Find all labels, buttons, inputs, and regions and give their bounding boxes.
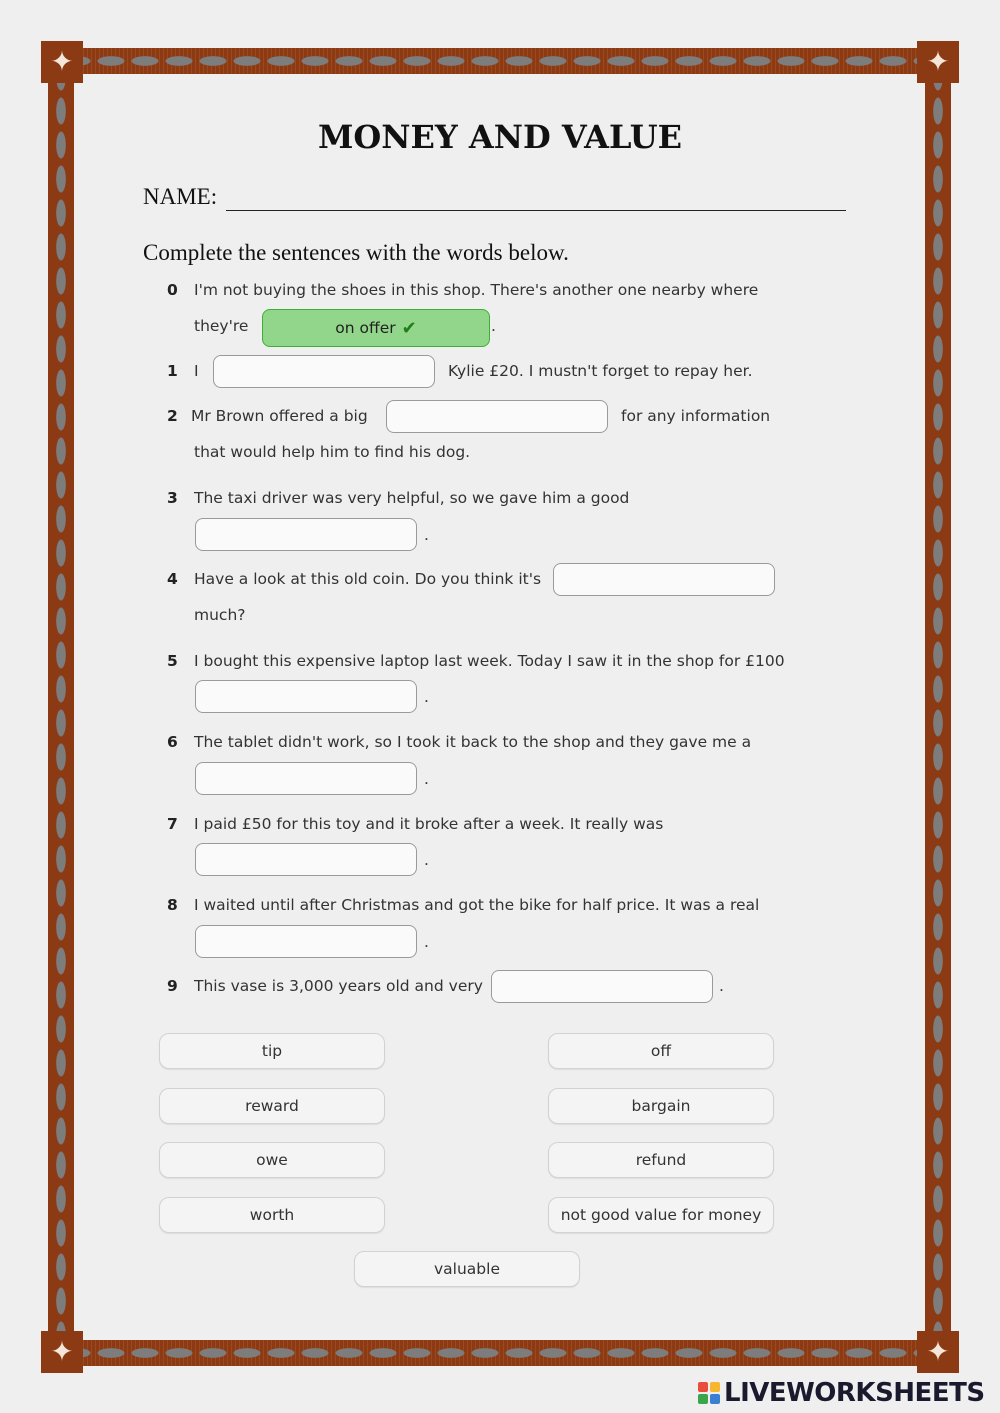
question-text: This vase is 3,000 years old and very [194,977,483,995]
question-number: 2 [167,407,178,425]
answer-box-7[interactable] [195,843,417,876]
question-text: I waited until after Christmas and got the bike for half price. It was a real [194,896,760,914]
frame-left [48,60,74,1352]
answer-text: on offer [335,319,396,337]
answer-box-5[interactable] [195,680,417,713]
word-chip-owe[interactable]: owe [159,1142,385,1178]
question-text: Kylie £20. I mustn't forget to repay her. [448,362,753,380]
answer-box-3[interactable] [195,518,417,551]
answer-box-0[interactable] [262,309,490,347]
word-chip-valuable[interactable]: valuable [354,1251,580,1287]
frame-right [925,60,951,1352]
frame-corner-ornament-icon [41,1331,83,1373]
name-label: NAME: [143,184,218,209]
question-text: The tablet didn't work, so I took it back to the shop and they gave me a [194,733,752,751]
instruction: Complete the sentences with the words below. [143,240,569,265]
word-chip-off[interactable]: off [548,1033,774,1069]
question-text: . [424,770,429,788]
question-text: . [719,977,724,995]
frame-corner-ornament-icon [917,1331,959,1373]
question-text: . [424,688,429,706]
checkmark-icon: ✔ [401,317,417,339]
question-text: . [424,933,429,951]
frame-corner-ornament-icon [917,41,959,83]
question-number: 1 [167,362,178,380]
answer-box-4[interactable] [553,563,775,596]
question-text: I'm not buying the shoes in this shop. There's another one nearby where [194,281,759,299]
question-text: I bought this expensive laptop last week. Today I saw it in the shop for £100 [194,652,785,670]
brand-logo-icon [698,1382,720,1404]
word-chip-worth[interactable]: worth [159,1197,385,1233]
question-number: 4 [167,570,178,588]
liveworksheets-logo[interactable] [698,1378,985,1408]
question-text: for any information [621,407,771,425]
brand-name: LIVEWORKSHEETS [724,1378,985,1408]
page-title: MONEY AND VALUE [317,118,683,156]
question-text: much? [194,606,246,624]
answer-box-2[interactable] [386,400,608,433]
question-text: Mr Brown offered a big [191,407,368,425]
frame-top [60,48,940,74]
question-number: 7 [167,815,178,833]
question-number: 0 [167,281,178,299]
name-line [226,210,846,211]
question-text: . [424,851,429,869]
question-text: . [491,317,496,335]
question-text: Have a look at this old coin. Do you think it's [194,570,542,588]
word-chip-not-good-value[interactable]: not good value for money [548,1197,774,1233]
question-text: that would help him to find his dog. [194,443,471,461]
question-number: 8 [167,896,178,914]
question-text: I [194,362,199,380]
word-chip-tip[interactable]: tip [159,1033,385,1069]
word-chip-refund[interactable]: refund [548,1142,774,1178]
question-number: 9 [167,977,178,995]
frame-corner-ornament-icon [41,41,83,83]
question-number: 6 [167,733,178,751]
word-chip-reward[interactable]: reward [159,1088,385,1124]
answer-box-1[interactable] [213,355,435,388]
answer-box-6[interactable] [195,762,417,795]
question-number: 5 [167,652,178,670]
word-chip-bargain[interactable]: bargain [548,1088,774,1124]
question-text: they're [194,317,249,335]
question-text: I paid £50 for this toy and it broke after a week. It really was [194,815,664,833]
answer-box-9[interactable] [491,970,713,1003]
answer-box-8[interactable] [195,925,417,958]
question-text: . [424,526,429,544]
question-number: 3 [167,489,178,507]
frame-bottom [60,1340,940,1366]
question-text: The taxi driver was very helpful, so we gave him a good [194,489,630,507]
